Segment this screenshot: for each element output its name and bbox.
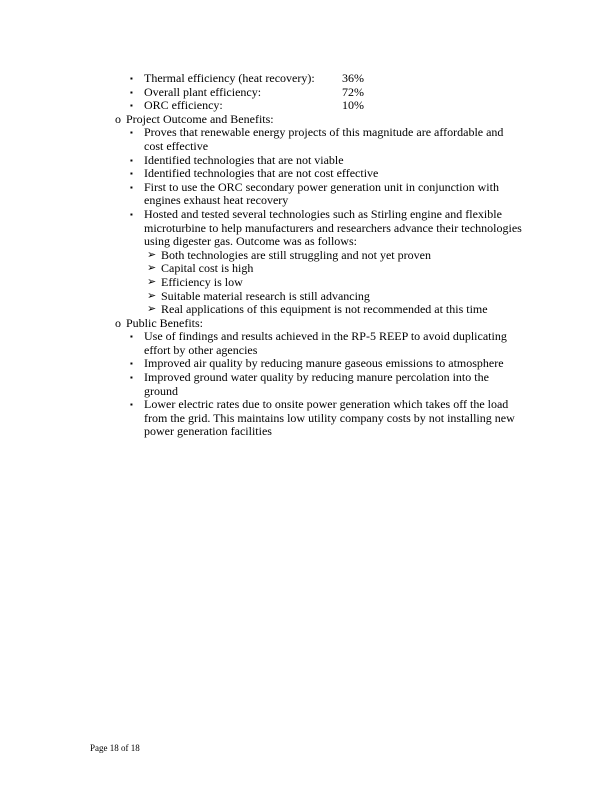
list-item [130, 166, 524, 181]
heading-text: Public Benefits: [126, 315, 203, 330]
list-item [130, 125, 524, 153]
item-text: Capital cost is high [161, 261, 254, 276]
item-text: Real applications of this equipment is not recommended at this time [161, 302, 488, 317]
item-text: Hosted and tested several technologies such as Stirling engine and flexible microturbine to help manufacturers and researchers advance their technologies using digester gas. Outcome was as follows: [144, 206, 522, 249]
list-item [130, 329, 524, 357]
item-text: Proves that renewable energy projects of this magnitude are affordable and cost effective [144, 125, 504, 153]
item-value: 36% [342, 71, 364, 85]
sub-item [147, 247, 524, 263]
arrow-bullet-icon: ➢ [147, 275, 157, 288]
item-text: Suitable material research is still advancing [161, 288, 370, 303]
heading-text: Project Outcome and Benefits: [126, 111, 274, 126]
square-bullet-icon: ▪ [130, 101, 133, 111]
sub-item [147, 261, 524, 276]
square-bullet-icon: ▪ [130, 332, 133, 342]
sub-item [147, 288, 524, 304]
list-item [130, 397, 524, 439]
square-bullet-icon: ▪ [130, 87, 133, 97]
arrow-bullet-icon: ➢ [147, 289, 157, 302]
circle-bullet-icon: o [115, 315, 121, 330]
square-bullet-icon: ▪ [130, 169, 133, 179]
list-item [130, 356, 524, 371]
item-text: Improved ground water quality by reducing manure percolation into the ground [144, 370, 489, 398]
item-value: 72% [342, 84, 364, 99]
efficiency-item [130, 71, 524, 86]
item-text: Efficiency is low [161, 274, 243, 289]
section-heading [115, 315, 522, 331]
square-bullet-icon: ▪ [130, 400, 133, 410]
square-bullet-icon: ▪ [130, 155, 133, 165]
efficiency-item [130, 84, 524, 100]
item-label: Thermal efficiency (heat recovery): [144, 71, 315, 85]
square-bullet-icon: ▪ [130, 209, 133, 219]
square-bullet-icon: ▪ [130, 128, 133, 138]
item-text: Improved air quality by reducing manure gaseous emissions to atmosphere [144, 356, 504, 371]
arrow-bullet-icon: ➢ [147, 303, 157, 316]
square-bullet-icon: ▪ [130, 182, 133, 192]
document-body [0, 72, 612, 439]
efficiency-item [130, 98, 524, 113]
circle-bullet-icon: o [115, 111, 121, 126]
item-label: Overall plant efficiency: [144, 84, 262, 99]
section-heading [115, 111, 522, 127]
list-item [130, 179, 524, 208]
item-text: Use of findings and results achieved in the RP-5 REEP to avoid duplicating effort by other agencies [144, 329, 507, 357]
list-item [130, 370, 524, 398]
item-value: 10% [342, 98, 364, 113]
square-bullet-icon: ▪ [130, 359, 133, 369]
arrow-bullet-icon: ➢ [147, 262, 157, 275]
item-label: ORC efficiency: [144, 98, 223, 113]
list-item [130, 152, 524, 168]
item-text: Both technologies are still struggling and not yet proven [161, 247, 431, 262]
page-number: Page 18 of 18 [90, 743, 140, 753]
square-bullet-icon: ▪ [130, 74, 133, 83]
item-text: Identified technologies that are not cost effective [144, 166, 379, 181]
item-text: Lower electric rates due to onsite power generation which takes off the load from the grid. This maintains low utility company costs by not installing new power generation facilities [144, 397, 515, 439]
square-bullet-icon: ▪ [130, 373, 133, 383]
item-text: First to use the ORC secondary power generation unit in conjunction with engines exhaust heat recovery [144, 179, 499, 208]
sub-item [147, 274, 524, 290]
sub-item [147, 302, 524, 317]
list-item [130, 206, 524, 249]
arrow-bullet-icon: ➢ [147, 248, 157, 261]
item-text: Identified technologies that are not viable [144, 152, 344, 167]
